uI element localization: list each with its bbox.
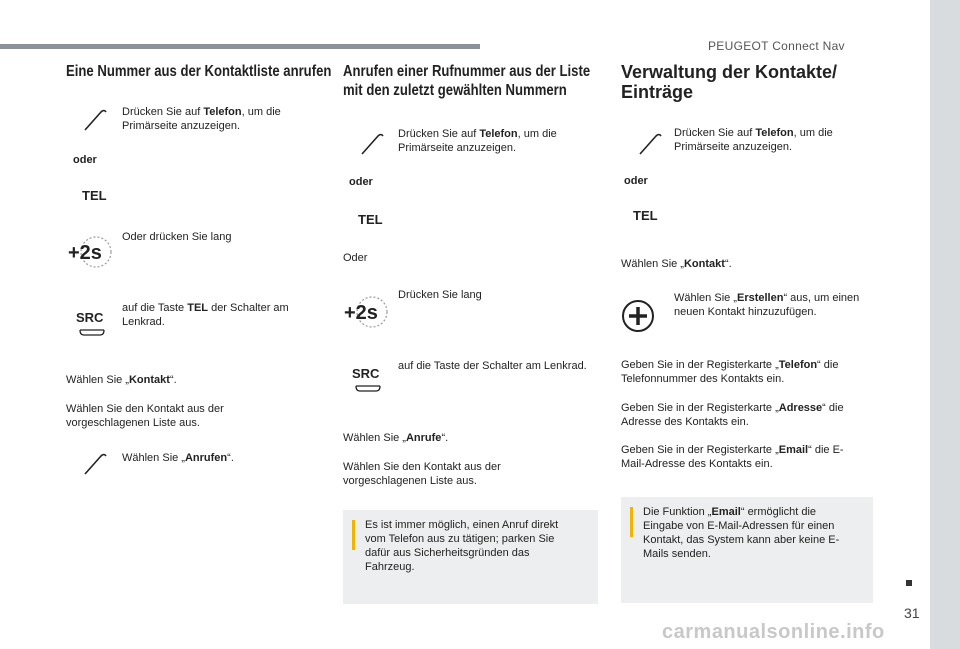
column-contact-call (66, 62, 332, 81)
top-rule (0, 44, 480, 49)
section-title: Eine Nummer aus der Kontaktliste anrufen (66, 63, 332, 80)
col2-note (343, 510, 598, 604)
col3-tab-email: Geben Sie in der Registerkarte „Email“ die E-Mail-Adresse des Kontakts ein. (621, 444, 844, 470)
svg-text:+2s: +2s (68, 242, 102, 264)
col3-note-text: Die Funktion „Email“ ermöglicht die Eingabe von E-Mail-Adressen für einen Kontakt, das System kann aber keine E-Mails senden. (643, 506, 840, 560)
col1-step2: Oder drücken Sie lang (122, 231, 232, 243)
finger-touch-icon (359, 130, 385, 156)
watermark: carmanualsonline.info (662, 621, 885, 643)
col2-step2: Drücken Sie lang (398, 289, 482, 301)
col3-step1: Drücken Sie auf Telefon, um die Primärseite anzuzeigen. (674, 127, 833, 153)
hold-2s-icon (68, 234, 112, 270)
column-recent-calls (343, 62, 599, 100)
src-button-icon (74, 308, 110, 340)
note-accent-bar (630, 507, 633, 537)
finger-touch-icon (637, 130, 663, 156)
svg-text:SRC: SRC (352, 366, 380, 381)
col1-choose: Wählen Sie den Kontakt aus der vorgeschlagenen Liste aus. (66, 403, 224, 429)
svg-text:SRC: SRC (76, 310, 104, 325)
col2-note-text: Es ist immer möglich, einen Anruf direkt vom Telefon aus zu tätigen; parken Sie dafür aus Sicherheitsgründen das Fahrzeug. (365, 519, 559, 573)
col3-note (621, 497, 873, 603)
col1-step3: auf die Taste TEL der Schalter am Lenkrad. (122, 302, 289, 328)
col2-step3: auf die Taste der Schalter am Lenkrad. (398, 360, 587, 372)
plus-circle-icon (620, 298, 656, 334)
col1-oder: oder (73, 154, 97, 166)
note-accent-bar (352, 520, 355, 550)
col2-oder2: Oder (343, 252, 368, 264)
header-brand: PEUGEOT Connect Nav (708, 39, 845, 53)
svg-text:+2s: +2s (344, 302, 378, 324)
column-manage-contacts (621, 62, 877, 102)
col3-tel-label: TEL (633, 208, 658, 223)
src-button-icon (350, 364, 386, 396)
side-strip (930, 0, 960, 649)
col3-tab-address: Geben Sie in der Registerkarte „Adresse“ die Adresse des Kontakts ein. (621, 402, 844, 428)
hold-2s-icon (344, 294, 388, 330)
section-title: Anrufen einer Rufnummer aus der Liste mit den zuletzt gewählten Nummern (343, 63, 591, 99)
col3-oder: oder (624, 175, 648, 187)
col2-choose: Wählen Sie den Kontakt aus der vorgeschlagenen Liste aus. (343, 461, 501, 487)
col1-select-contact: Wählen Sie „Kontakt“. (66, 374, 177, 386)
section-title: Verwaltung der Kontakte/ Einträge (621, 62, 838, 102)
col3-create: Wählen Sie „Erstellen“ aus, um einen neuen Kontakt hinzuzufügen. (674, 292, 860, 318)
col2-select-calls: Wählen Sie „Anrufe“. (343, 432, 449, 444)
finger-touch-icon (82, 106, 108, 132)
col1-call: Wählen Sie „Anrufen“. (122, 452, 234, 464)
col1-step1: Drücken Sie auf Telefon, um die Primärseite anzuzeigen. (122, 106, 281, 132)
finger-touch-icon (82, 450, 108, 476)
col2-step1: Drücken Sie auf Telefon, um die Primärseite anzuzeigen. (398, 128, 557, 154)
col2-tel-label: TEL (358, 212, 383, 227)
col3-tab-phone: Geben Sie in der Registerkarte „Telefon“ die Telefonnummer des Kontakts ein. (621, 359, 839, 385)
page-marker (906, 580, 912, 586)
page-number: 31 (904, 605, 920, 621)
col2-oder: oder (349, 176, 373, 188)
col3-select-contact: Wählen Sie „Kontakt“. (621, 258, 732, 270)
col1-tel-label: TEL (82, 188, 107, 203)
